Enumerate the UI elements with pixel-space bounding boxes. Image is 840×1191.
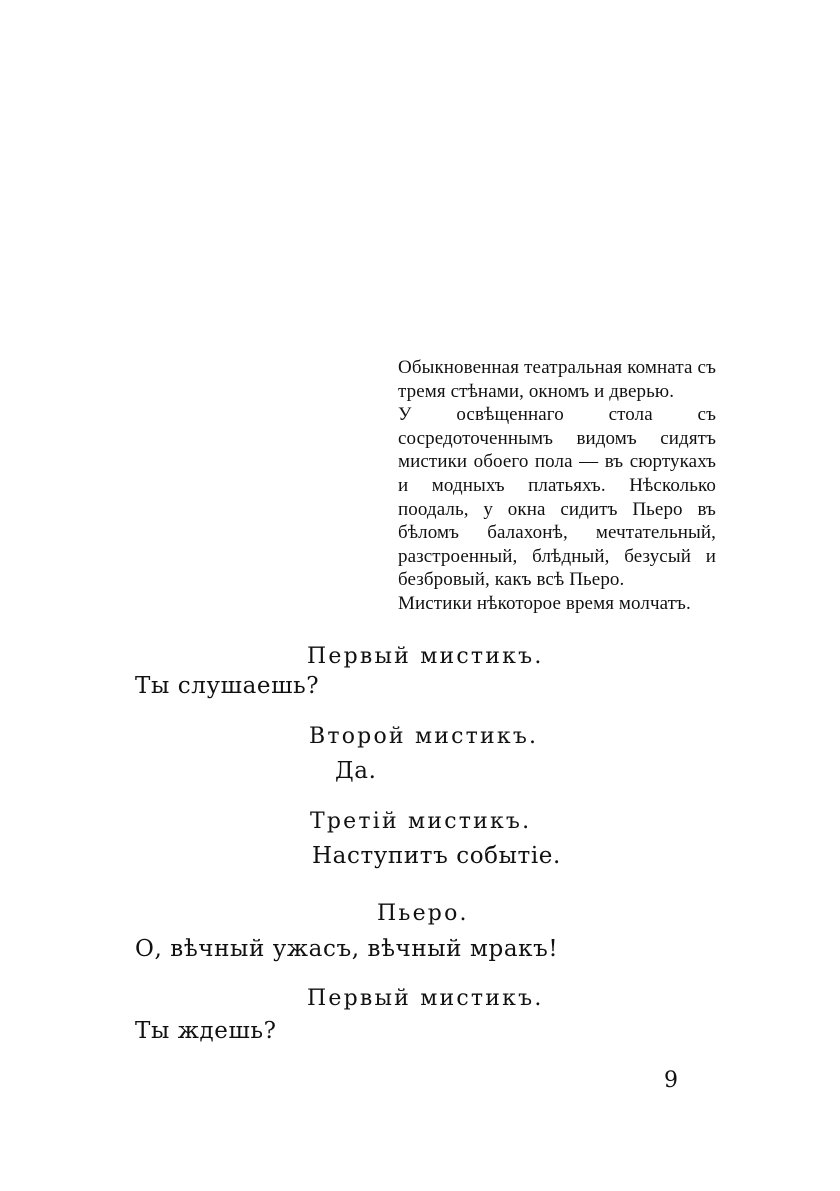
stage-direction-paragraph: Мистики нѣкоторое время молчатъ. [398, 592, 691, 614]
dialogue-line: О, вѣчный ужасъ, вѣчный мракъ! [135, 936, 559, 962]
stage-direction-paragraph: Обыкновенная театральная комната съ тремя стѣнами, окномъ и дверью. [398, 357, 716, 402]
speaker-name: Первый мистикъ. [307, 986, 544, 1011]
speaker-name: Третій мистикъ. [310, 809, 532, 834]
dialogue-line: Наступитъ событіе. [312, 843, 561, 869]
dialogue-line: Ты слушаешь? [135, 673, 320, 699]
dialogue-line: Да. [335, 758, 377, 784]
stage-directions [398, 356, 716, 616]
speaker-name: Первый мистикъ. [307, 644, 544, 669]
page-number: 9 [664, 1068, 678, 1093]
stage-direction-paragraph: У освѣщеннаго стола съ сосредоточеннымъ видомъ сидятъ мистики обоего пола — въ сюртукахъ и модныхъ платьяхъ. Нѣсколько поодаль, у окна сидитъ Пьеро въ бѣломъ балахонѣ, мечтательный, разстроенный, блѣдный, безусый и безбровый, какъ всѣ Пьеро. [398, 404, 716, 591]
speaker-name: Второй мистикъ. [309, 724, 539, 749]
speaker-name: Пьеро. [377, 901, 469, 926]
dialogue-line: Ты ждешь? [135, 1018, 277, 1044]
